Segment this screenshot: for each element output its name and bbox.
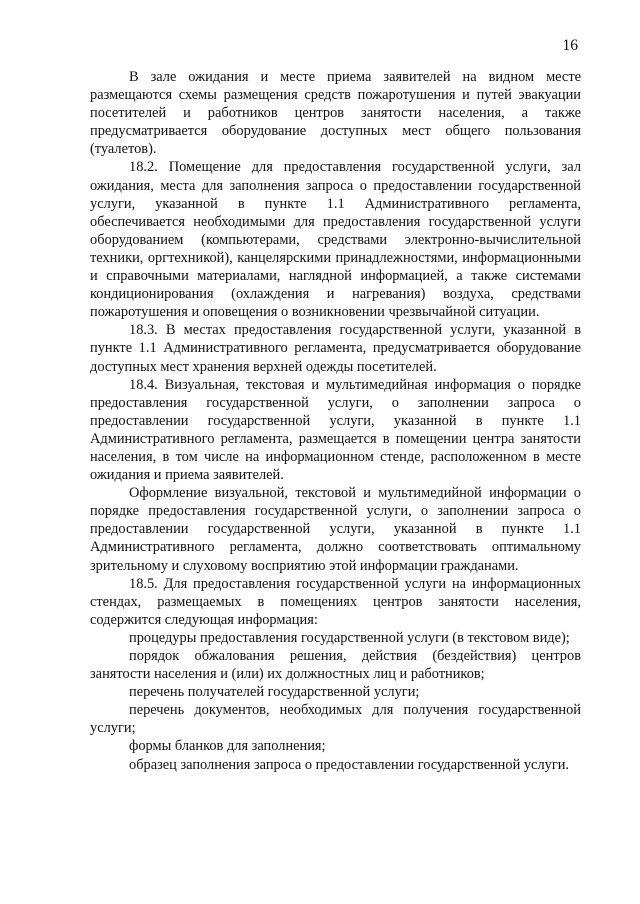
list-item-recipients: перечень получателей государственной услуги;: [129, 684, 420, 701]
document-body: [90, 68, 581, 774]
list-item-appeal-procedure: порядок обжалования решения, действия (бездействия) центров занятости населения и (или) их должностных лиц и работников;: [90, 648, 581, 683]
paragraph-waiting-room-schemes: В зале ожидания и месте приема заявителей на видном месте размещаются схемы размещения средств пожаротушения и путей эвакуации посетителей и работников центров занятости населения, а также предусматривается оборудование доступных мест общего пользования (туалетов).: [90, 69, 581, 158]
paragraph-18-4: 18.4. Визуальная, текстовая и мультимедийная информация о порядке предоставления государственной услуги, о заполнении запроса о предоставлении государственной услуги, указанной в пункте 1.1 Административного регламента, размещается в помещении центра занятости населения, в том числе на информационном стенде, расположенном в месте ожидания и приема заявителей.: [90, 376, 581, 484]
list-item-sample-request: образец заполнения запроса о предоставлении государственной услуги.: [129, 756, 570, 773]
list-item-documents: перечень документов, необходимых для получения государственной услуги;: [90, 702, 581, 737]
paragraph-18-5: 18.5. Для предоставления государственной услуги на информационных стендах, размещаемых в помещениях центров занятости населения, содержится следующая информация:: [90, 575, 581, 628]
paragraph-information-design: Оформление визуальной, текстовой и мультимедийной информации о порядке предоставления государственной услуги, о заполнении запроса о предоставлении государственной услуги, указанной в пункте 1.1 Административного регламента, должно соответствовать оптимальному зрительному и слуховому восприятию этой информации гражданами.: [90, 485, 581, 574]
paragraph-18-3: 18.3. В местах предоставления государственной услуги, указанной в пункте 1.1 Административного регламента, предусматривается оборудование доступных мест хранения верхней одежды посетителей.: [90, 322, 581, 375]
list-item-forms: формы бланков для заполнения;: [129, 738, 326, 755]
list-item-procedures: процедуры предоставления государственной услуги (в текстовом виде);: [129, 629, 570, 646]
paragraph-18-2: 18.2. Помещение для предоставления государственной услуги, зал ожидания, места для заполнения запроса о предоставлении государственной услуги, указанной в пункте 1.1 Административного регламента, обеспечивается необходимыми для предоставления государственной услуги оборудованием (компьютерами, средствами электронно-вычислительной техники, оргтехникой), канцелярскими принадлежностями, информационными и справочными материалами, наглядной информацией, а также системами кондиционирования (охлаждения и нагревания) воздуха, средствами пожаротушения и оповещения о возникновении чрезвычайной ситуации.: [90, 159, 581, 321]
page-number: 16: [562, 37, 578, 54]
